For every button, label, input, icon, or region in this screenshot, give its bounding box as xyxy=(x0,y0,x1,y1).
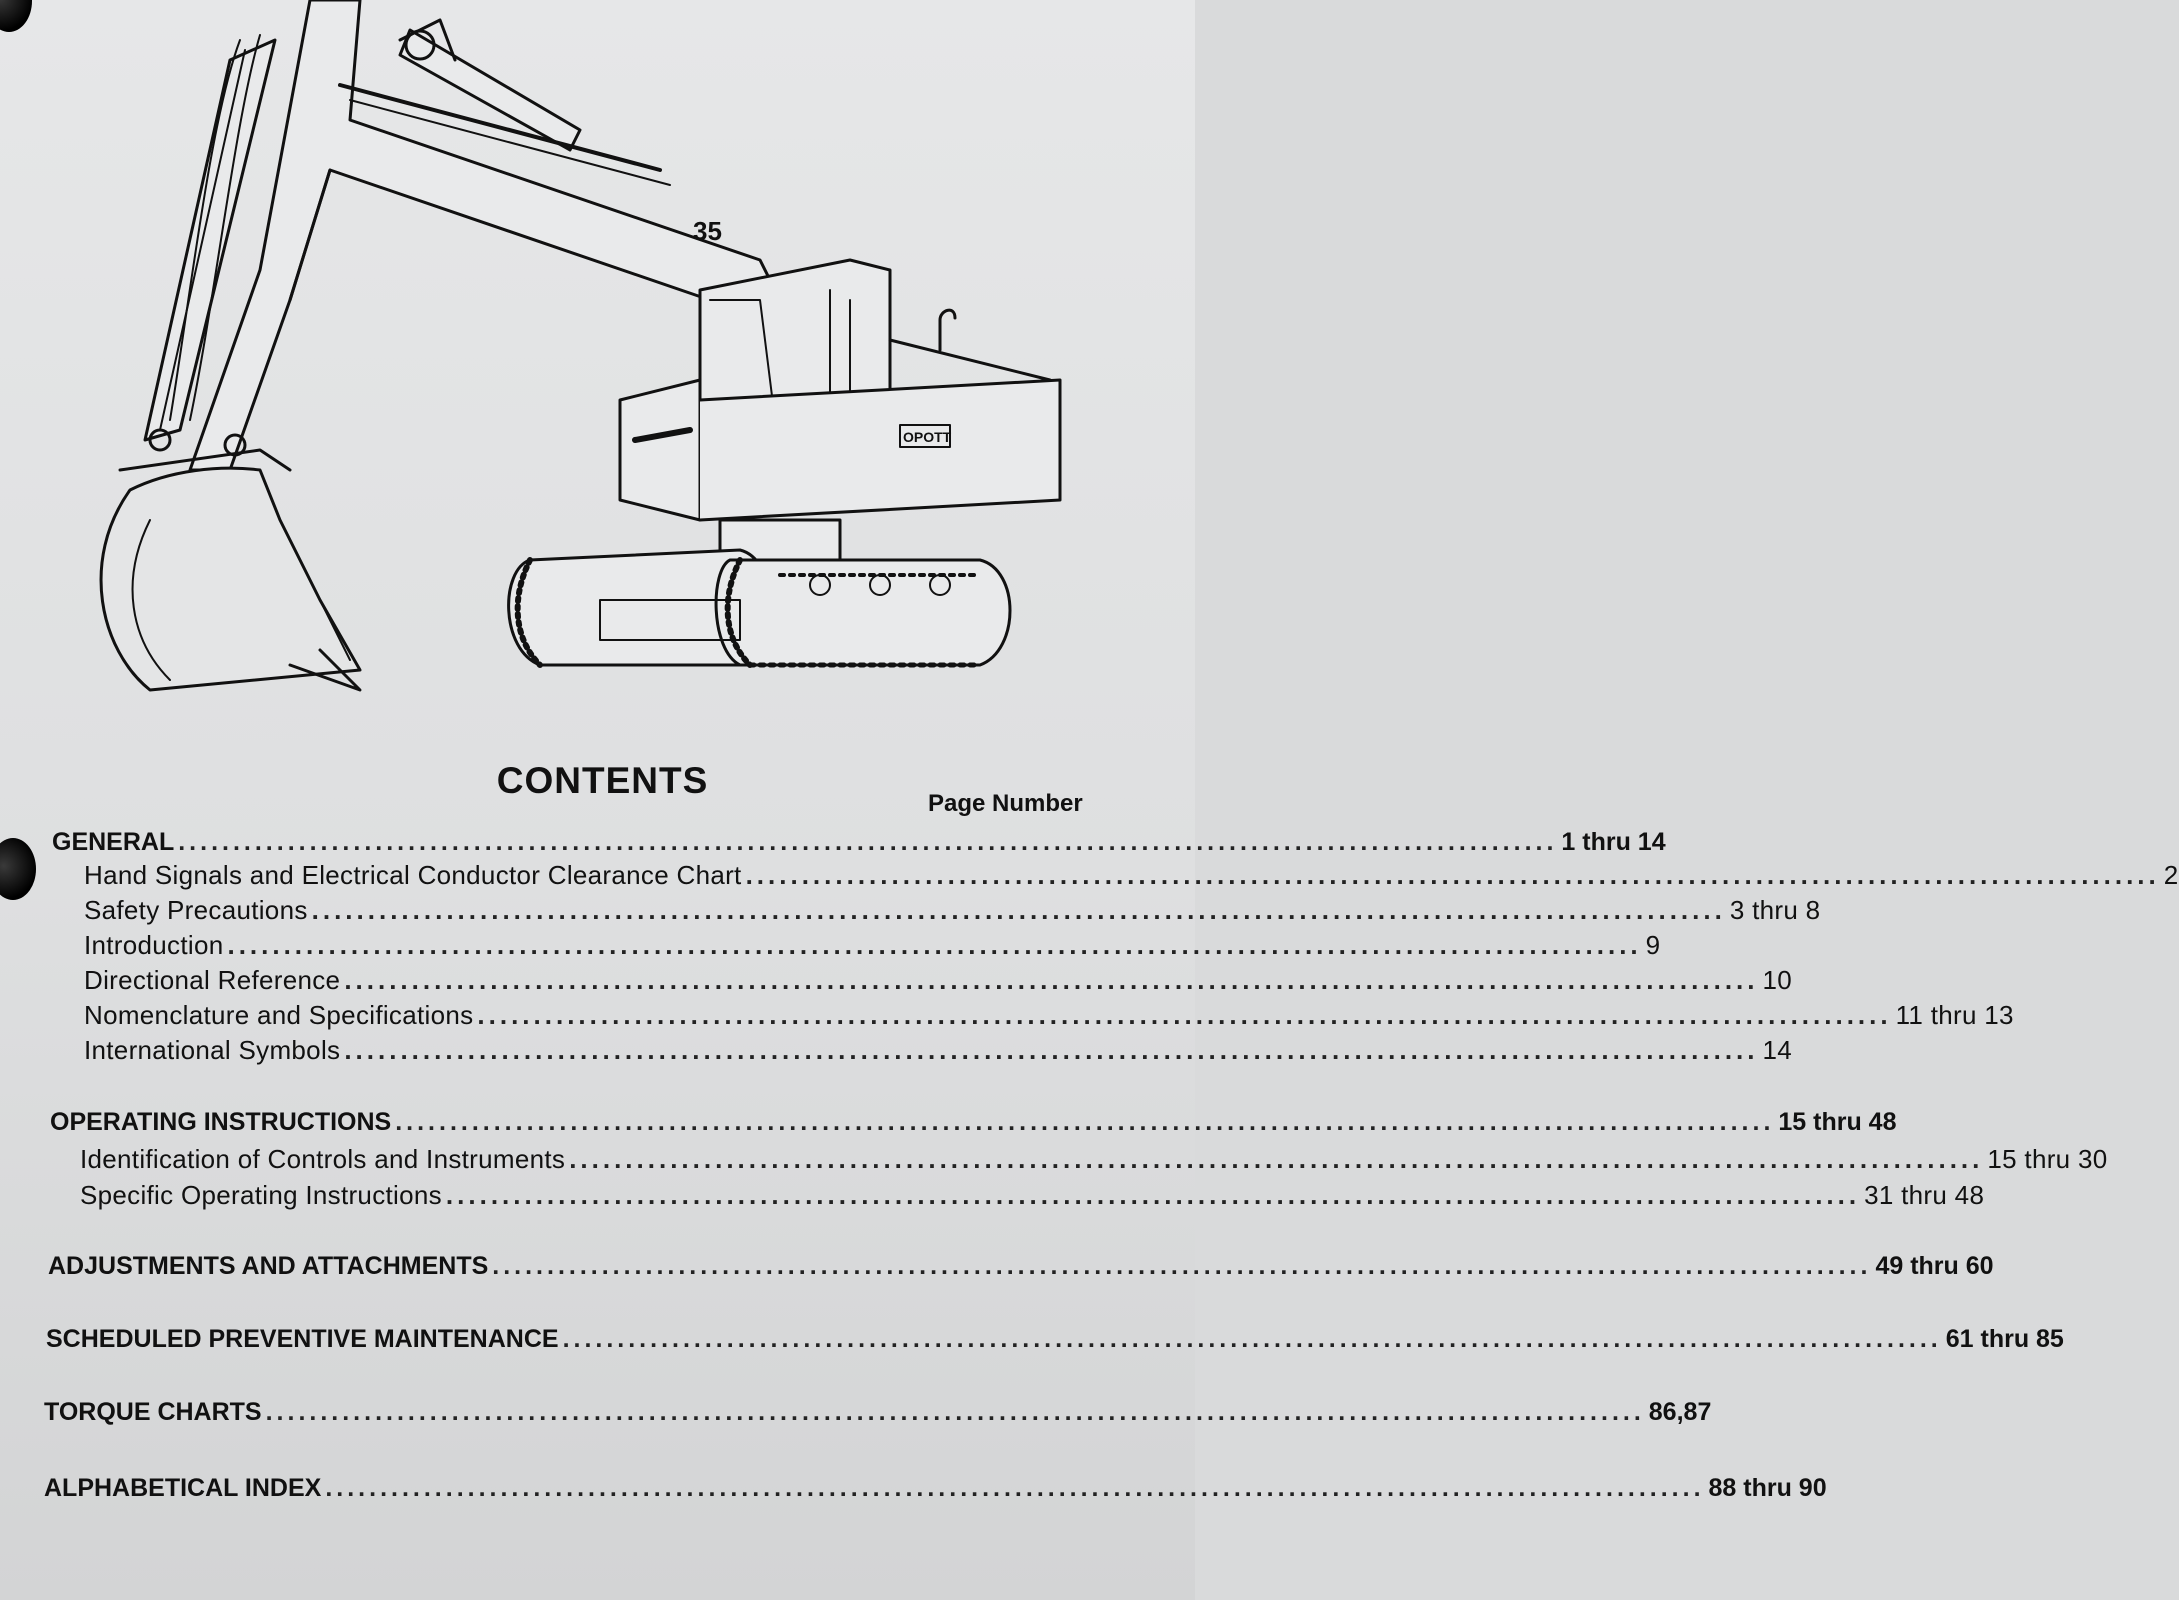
toc-entry xyxy=(84,1000,2014,1031)
toc-leader-dots: .............................................................................................................................. xyxy=(178,828,1558,856)
toc-leader-dots: .............................................................................................................................. xyxy=(445,1180,1861,1210)
toc-entry-label: Identification of Controls and Instruments xyxy=(80,1144,566,1174)
page-number-column-header: Page Number xyxy=(928,790,1083,817)
toc-entry-page: 88 thru 90 xyxy=(1708,1474,1827,1502)
toc-entry-page: 86,87 xyxy=(1648,1398,1712,1426)
toc-entry xyxy=(48,1252,1994,1281)
toc-leader-dots: .............................................................................................................................. xyxy=(265,1398,1645,1426)
toc-entry xyxy=(50,1108,1897,1137)
toc-entry-label: Introduction xyxy=(84,930,224,960)
toc-entry-page: 49 thru 60 xyxy=(1875,1252,1994,1280)
toc-entry xyxy=(44,1398,1712,1427)
toc-leader-dots: .............................................................................................................................. xyxy=(311,895,1726,925)
boom-number-text: 35 xyxy=(693,216,722,246)
toc-leader-dots: .............................................................................................................................. xyxy=(344,1035,1759,1065)
toc-entry xyxy=(52,828,1666,857)
toc-entry xyxy=(84,930,1661,961)
toc-entry-page: 1 thru 14 xyxy=(1561,828,1666,856)
toc-entry-label: International Symbols xyxy=(84,1035,341,1065)
toc-entry-label: Specific Operating Instructions xyxy=(80,1180,442,1210)
toc-entry-page: 9 xyxy=(1645,930,1661,960)
toc-entry xyxy=(84,860,2179,891)
toc-entry-label: Directional Reference xyxy=(84,965,341,995)
toc-entry-page: 2 xyxy=(2163,860,2179,890)
toc-entry-page: 10 xyxy=(1762,965,1793,995)
toc-entry-label: Safety Precautions xyxy=(84,895,308,925)
toc-entry-label: OPERATING INSTRUCTIONS xyxy=(50,1108,392,1136)
toc-entry-label: GENERAL xyxy=(52,828,175,856)
toc-leader-dots: .............................................................................................................................. xyxy=(562,1325,1942,1353)
toc-leader-dots: .............................................................................................................................. xyxy=(395,1108,1775,1136)
toc-entry-page: 15 thru 48 xyxy=(1778,1108,1897,1136)
toc-entry xyxy=(44,1474,1827,1503)
toc-leader-dots: .............................................................................................................................. xyxy=(344,965,1759,995)
toc-leader-dots: .............................................................................................................................. xyxy=(569,1144,1984,1174)
toc-leader-dots: .............................................................................................................................. xyxy=(325,1474,1705,1502)
toc-entry-label: Hand Signals and Electrical Conductor Clearance Chart xyxy=(84,860,742,890)
toc-entry-label: ALPHABETICAL INDEX xyxy=(44,1474,322,1502)
cab-label-text: OPOTT xyxy=(903,429,952,445)
toc-entry-label: ADJUSTMENTS AND ATTACHMENTS xyxy=(48,1252,489,1280)
toc-leader-dots: .............................................................................................................................. xyxy=(227,930,1642,960)
toc-entry xyxy=(80,1144,2108,1175)
toc-entry-label: TORQUE CHARTS xyxy=(44,1398,262,1426)
toc-entry xyxy=(84,895,1821,926)
toc-leader-dots: .............................................................................................................................. xyxy=(492,1252,1872,1280)
toc-leader-dots: .............................................................................................................................. xyxy=(745,860,2160,890)
toc-entry xyxy=(84,1035,1793,1066)
toc-entry-label: Nomenclature and Specifications xyxy=(84,1000,474,1030)
toc-entry xyxy=(80,1180,1985,1211)
toc-entry-page: 15 thru 30 xyxy=(1987,1144,2108,1174)
toc-entry-label: SCHEDULED PREVENTIVE MAINTENANCE xyxy=(46,1325,559,1353)
toc-entry-page: 31 thru 48 xyxy=(1864,1180,1985,1210)
toc-entry xyxy=(84,965,1793,996)
toc-entry-page: 11 thru 13 xyxy=(1895,1000,2014,1030)
toc-leader-dots: .............................................................................................................................. xyxy=(477,1000,1892,1030)
page-title: CONTENTS xyxy=(496,760,709,801)
toc-entry-page: 61 thru 85 xyxy=(1945,1325,2064,1353)
toc-entry xyxy=(46,1325,2064,1354)
toc-entry-page: 14 xyxy=(1762,1035,1793,1065)
toc-entry-page: 3 thru 8 xyxy=(1729,895,1821,925)
